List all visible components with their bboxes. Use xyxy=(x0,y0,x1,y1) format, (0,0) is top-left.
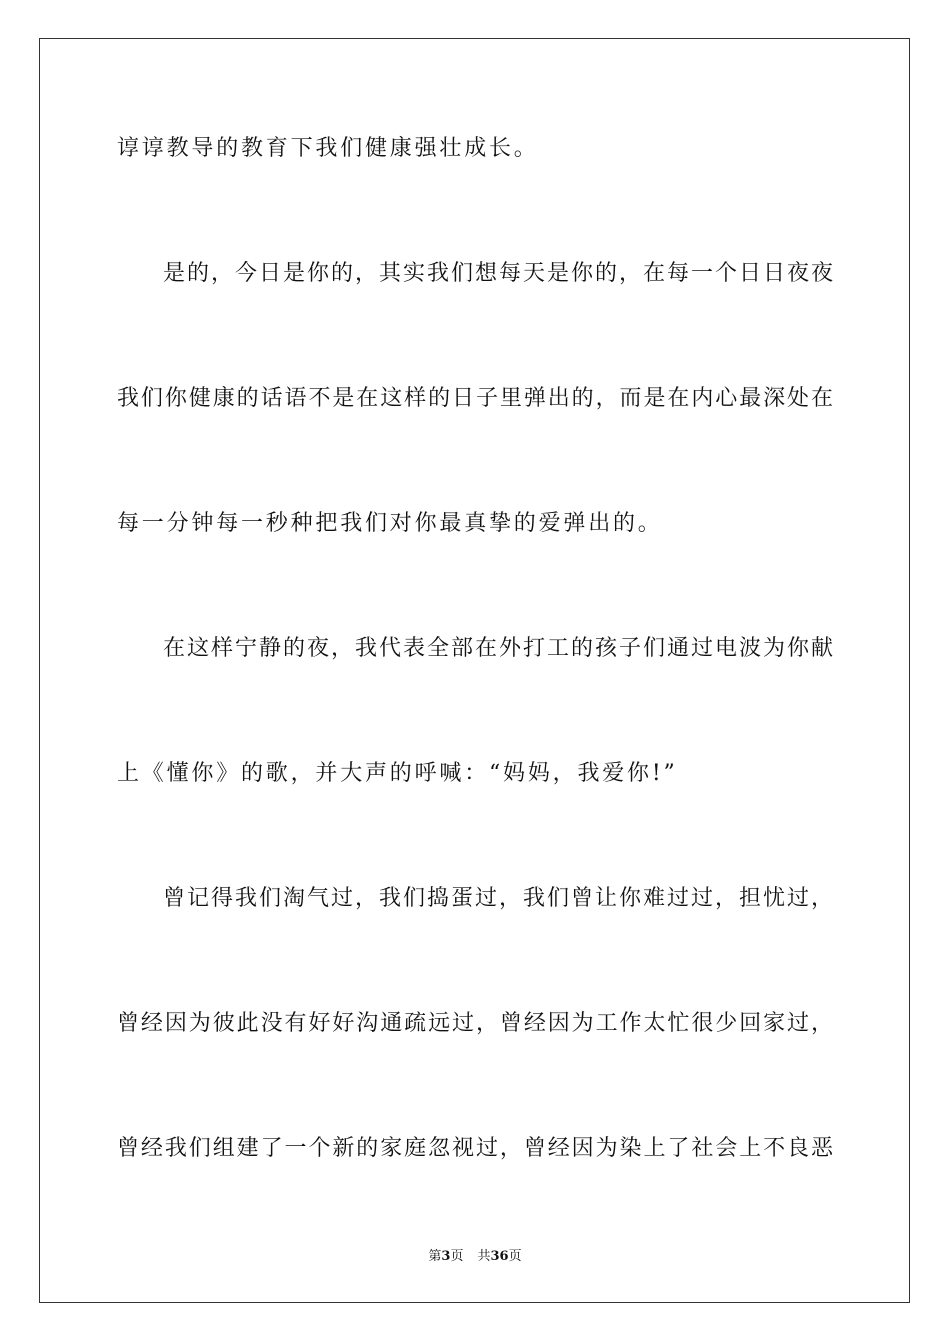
text-line-7: 曾记得我们淘气过，我们捣蛋过，我们曾让你难过过，担忧过， xyxy=(163,886,833,911)
text-line-6: 上《懂你》的歌，并大声的呼喊：“妈妈，我爱你!” xyxy=(117,761,678,786)
footer-page-prefix: 第 xyxy=(428,1249,442,1264)
footer-total-pages: 36 xyxy=(490,1249,509,1264)
page-footer xyxy=(0,1248,950,1266)
text-line-9: 曾经我们组建了一个新的家庭忽视过，曾经因为染上了社会上不良恶 xyxy=(117,1136,833,1161)
text-line-8: 曾经因为彼此没有好好沟通疏远过，曾经因为工作太忙很少回家过， xyxy=(117,1011,833,1036)
text-line-1: 谆谆教导的教育下我们健康强壮成长。 xyxy=(117,136,539,161)
footer-total-prefix: 共 xyxy=(477,1249,491,1264)
text-line-4: 每一分钟每一秒种把我们对你最真挚的爱弹出的。 xyxy=(117,511,663,536)
footer-total-suffix: 页 xyxy=(508,1249,522,1264)
text-line-2: 是的，今日是你的，其实我们想每天是你的，在每一个日日夜夜 xyxy=(163,261,833,286)
page-border xyxy=(39,38,910,1303)
footer-page-suffix: 页 xyxy=(450,1249,464,1264)
text-line-3: 我们你健康的话语不是在这样的日子里弹出的，而是在内心最深处在 xyxy=(117,386,833,411)
footer-page-number: 3 xyxy=(441,1249,451,1264)
text-line-5: 在这样宁静的夜，我代表全部在外打工的孩子们通过电波为你献 xyxy=(163,636,833,661)
